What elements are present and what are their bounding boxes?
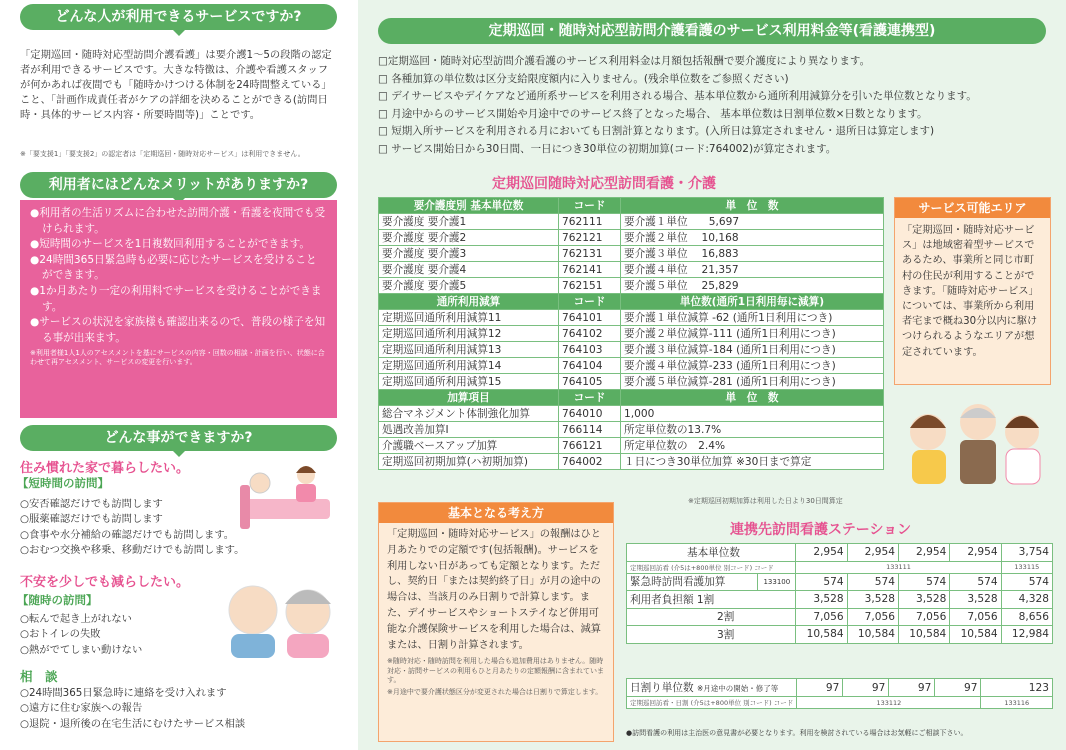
daily-units-table <box>626 678 1053 709</box>
units-table-title: 定期巡回随時対応型訪問看護・介護 <box>492 176 716 192</box>
table-cell: 97 <box>935 679 981 697</box>
check-item: □定期巡回・随時対応型訪問介護看護のサービス利用料金は月額包括報酬で要介護度により異なります。 <box>378 55 871 67</box>
list-item: ○食事や水分補給の確認だけでも訪問します。 <box>20 528 235 541</box>
table-header: 単 位 数 <box>621 198 884 214</box>
list-item: ○おトイレの失敗 <box>20 628 101 641</box>
section-heading-what: どんな事ができますか? <box>20 425 337 451</box>
table-cell: 定期巡回通所利用減算15 <box>379 374 559 390</box>
nursing-station-title: 連携先訪問看護ステーション <box>730 522 912 538</box>
table-cell: 要介護２単位 10,168 <box>621 230 884 246</box>
list-item: ○退院・退所後の在宅生活にむけたサービス相談 <box>20 717 246 730</box>
table-row <box>379 262 884 278</box>
merit-note: ※利用者様1人1人のアセスメントを基にサービスの内容・回数の相談・計画を行い、状態に合わせて再アセスメント、サービスの変更を行います。 <box>30 349 325 367</box>
table-cell: 要介護度 要介護1 <box>379 214 559 230</box>
table-cell: 利用者負担額 1割 <box>627 591 796 609</box>
table-header: 通所利用減算 <box>379 294 559 310</box>
table-cell: 要介護４単位減算-233 (通所1日利用につき) <box>621 358 884 374</box>
list-item: ○おむつ交換や移乗、移動だけでも訪問します。 <box>20 544 245 557</box>
table-cell: 要介護５単位減算-281 (通所1日利用につき) <box>621 374 884 390</box>
table-cell: 762121 <box>559 230 621 246</box>
table-cell: 133115 <box>1001 561 1052 573</box>
scene-anxiety-title: 不安を少しでも減らしたい。 <box>20 575 190 590</box>
table-row <box>379 278 884 294</box>
units-table-note: ※定期巡回初期加算は利用した日より30日間算定 <box>688 497 843 505</box>
list-item: ○24時間365日緊急時に連絡を受け入れます <box>20 687 227 699</box>
service-area-box <box>894 197 1051 385</box>
table-row <box>379 374 884 390</box>
table-cell: 要介護度 要介護5 <box>379 278 559 294</box>
table-row <box>379 358 884 374</box>
table-cell: 要介護１単位 5,697 <box>621 214 884 230</box>
table-cell: 要介護１単位減算 -62 (通所1日利用につき) <box>621 310 884 326</box>
table-cell: 97 <box>889 679 935 697</box>
daily-units-label: 日割り単位数 <box>630 682 694 694</box>
list-item: ○服薬確認だけでも訪問します <box>20 513 163 526</box>
table-cell: 介護職ベースアップ加算 <box>379 438 559 454</box>
scene-home-sub: 【短時間の訪問】 <box>17 476 109 490</box>
table-cell: 定期巡回通所利用減算11 <box>379 310 559 326</box>
list-item: ○安否確認だけでも訪問します <box>20 498 163 510</box>
merit-item: ●1か月あたり一定の利用料でサービスを受けることができます。 <box>30 284 322 313</box>
elderly-couple-illustration <box>213 578 343 660</box>
table-cell: 574 <box>847 573 898 591</box>
merit-item: ●24時間365日緊急時も必要に応じたサービスを受けることができます。 <box>30 253 317 282</box>
table-cell <box>627 679 797 697</box>
table-cell: 10,584 <box>796 626 847 644</box>
table-cell: 764103 <box>559 342 621 358</box>
check-item: □ 月途中からのサービス開始や月途中でのサービス終了となった場合、 基本単位数は日割単位数×日数となります。 <box>378 107 928 120</box>
table-row <box>379 310 884 326</box>
service-area-body: 「定期巡回・随時対応サービス」は地域密着型サービスであるため、事業所と同じ市町村の住民が利用することができます。「随時対応サービス」については、事業所から利用者宅まで概ね30分以内に駆けつけられるようなエリアが想定されています。 <box>902 225 1039 358</box>
table-cell: 2,954 <box>950 544 1001 562</box>
right-panel <box>358 0 1066 750</box>
scene-anxiety-list <box>20 612 142 658</box>
table-cell: １日につき30単位加算 ※30日まで算定 <box>621 454 884 470</box>
caregivers-illustration <box>898 388 1050 488</box>
table-cell: 10,584 <box>847 626 898 644</box>
list-item: ○転んで起き上がれない <box>20 613 132 625</box>
merit-item: ●利用者の生活リズムに合わせた訪問介護・看護を夜間でも受けられます。 <box>30 207 326 235</box>
table-row <box>627 573 1053 591</box>
table-row <box>627 561 1053 573</box>
table-cell: 764010 <box>559 406 621 422</box>
table-row <box>627 591 1053 609</box>
table-cell: 7,056 <box>796 608 847 626</box>
table-cell: 10,584 <box>950 626 1001 644</box>
basic-concept-body: 「定期巡回・随時対応サービス」の報酬はひと月あたりでの定額です(包括報酬)。サービスを利用しない日があっても定額となります。ただし、契約日「または契約終了日」が月の途中の場合は、当該月のみ日割りで計算します。また、デイサービスやショートステイなど併用可能な介護保険サービスを利用した場合は、減算または、日割り計算されます。 <box>387 529 601 651</box>
table-row <box>627 626 1053 644</box>
table-row <box>627 544 1053 562</box>
table-header: コード <box>559 198 621 214</box>
table-cell: 要介護３単位 16,883 <box>621 246 884 262</box>
table-cell: 133111 <box>796 561 1001 573</box>
scene-home-title: 住み慣れた家で暮らしたい。 <box>20 461 190 476</box>
table-cell: 3,528 <box>950 591 1001 609</box>
table-header: 単位数(通所1日利用毎に減算) <box>621 294 884 310</box>
table-cell: 7,056 <box>847 608 898 626</box>
table-cell: 766121 <box>559 438 621 454</box>
table-cell: 定期巡回通所利用減算14 <box>379 358 559 374</box>
table-cell: 3,528 <box>796 591 847 609</box>
table-row <box>379 230 884 246</box>
scene-consult-title: 相 談 <box>20 669 58 684</box>
table-row <box>627 608 1053 626</box>
table-row <box>627 697 1053 709</box>
table-header: 加算項目 <box>379 390 559 406</box>
units-table <box>378 197 884 470</box>
scene-anxiety-sub: 【随時の訪問】 <box>17 593 98 607</box>
table-header: コード <box>559 294 621 310</box>
nursing-table <box>626 543 1053 644</box>
table-header: コード <box>559 390 621 406</box>
scene-home-list <box>20 497 244 559</box>
table-cell: 定期巡回通所利用減算12 <box>379 326 559 342</box>
table-cell: 764105 <box>559 374 621 390</box>
table-cell: 2,954 <box>898 544 949 562</box>
table-cell: 要介護４単位 21,357 <box>621 262 884 278</box>
table-cell: 3,528 <box>898 591 949 609</box>
check-item: □ デイサービスやデイケアなど通所系サービスを利用される場合、基本単位数から通所利用減算分を引いた単位数となります。 <box>378 90 977 103</box>
list-item: ○遠方に住む家族への報告 <box>20 702 143 715</box>
table-cell: 定期巡回訪看・日割 (介5は+800単位 別コード) コード <box>627 697 797 709</box>
check-item: □ 短期入所サービスを利用される月においても日割計算となります。(入所日は算定されません・退所日は算定します) <box>378 125 935 138</box>
who-paragraph: 「定期巡回・随時対応型訪問介護看護」は要介護1〜5の段階の認定者が利用できるサービスです。大きな特徴は、介護や看護スタッフが何かあれば夜間でも「随時かけつける体制を24時間整えている」こと、「計画作成責任者がケアの詳細を決めることができる(訪問日時・具体的サービス内容・所要時間等)」ことです。 <box>20 49 332 121</box>
table-cell: 定期巡回初期加算(ハ初期加算) <box>379 454 559 470</box>
table-cell: 要介護度 要介護2 <box>379 230 559 246</box>
table-row <box>627 679 1053 697</box>
table-row <box>379 342 884 358</box>
table-cell: 574 <box>950 573 1001 591</box>
section-heading-who: どんな人が利用できるサービスですか? <box>20 4 337 30</box>
table-cell: 762111 <box>559 214 621 230</box>
table-cell: 4,328 <box>1001 591 1052 609</box>
fee-checklist <box>378 53 1058 159</box>
table-cell: 10,584 <box>898 626 949 644</box>
table-cell: 所定単位数の13.7% <box>621 422 884 438</box>
table-cell: 762151 <box>559 278 621 294</box>
table-cell: 3,754 <box>1001 544 1052 562</box>
table-cell: 762131 <box>559 246 621 262</box>
scene-consult-list <box>20 686 245 732</box>
basic-concept-note: ※月途中で要介護状態区分が変更された場合は日割りで算定します。 <box>387 688 603 697</box>
daily-units-sublabel: ※月途中の開始・修了等 <box>696 684 779 693</box>
table-cell: 要介護２単位減算-111 (通所1日利用につき) <box>621 326 884 342</box>
table-cell: 574 <box>898 573 949 591</box>
merit-item: ●短時間のサービスを1日複数回利用することができます。 <box>30 238 310 251</box>
table-cell: 133112 <box>797 697 981 709</box>
table-cell: 8,656 <box>1001 608 1052 626</box>
table-cell: 764102 <box>559 326 621 342</box>
table-cell: 2,954 <box>796 544 847 562</box>
table-row <box>379 246 884 262</box>
table-cell: 764101 <box>559 310 621 326</box>
table-cell: 処遇改善加算Ⅰ <box>379 422 559 438</box>
fee-title: 定期巡回・随時対応型訪問介護看護のサービス利用料金等(看護連携型) <box>378 18 1046 44</box>
table-cell: 総合マネジメント体制強化加算 <box>379 406 559 422</box>
table-row <box>379 422 884 438</box>
service-area-title: サービス可能エリア <box>895 198 1050 218</box>
table-row <box>379 214 884 230</box>
table-cell: 要介護度 要介護4 <box>379 262 559 278</box>
table-row <box>379 438 884 454</box>
check-item: □ 各種加算の単位数は区分支給限度額内に入りません。(残余単位数をご参照ください) <box>378 72 789 85</box>
footer-note: ●訪問看護の利用は主治医の意見書が必要となります。利用を検討されている場合はお気軽にご相談下さい。 <box>626 729 968 737</box>
table-cell: 緊急時訪問看護加算 <box>627 573 758 591</box>
table-cell: 定期巡回通所利用減算13 <box>379 342 559 358</box>
table-cell: 574 <box>796 573 847 591</box>
table-cell: 764104 <box>559 358 621 374</box>
basic-concept-title: 基本となる考え方 <box>379 503 613 523</box>
section-heading-merit: 利用者にはどんなメリットがありますか? <box>20 172 337 198</box>
care-bed-illustration <box>238 455 338 535</box>
table-cell: 762141 <box>559 262 621 278</box>
table-cell: 1,000 <box>621 406 884 422</box>
basic-concept-box <box>378 502 614 742</box>
table-cell: 133116 <box>981 697 1053 709</box>
table-cell: 2割 <box>627 608 796 626</box>
table-cell: 7,056 <box>950 608 1001 626</box>
table-cell: 2,954 <box>847 544 898 562</box>
table-cell: 3,528 <box>847 591 898 609</box>
basic-concept-note: ※随時対応・随時訪問を利用した場合も追加費用はありません。随時対応・訪問サービスの利用もひと月あたりの定額報酬に含まれています。 <box>387 657 604 684</box>
table-row <box>379 406 884 422</box>
check-item: □ サービス開始日から30日間、一日につき30単位の初期加算(コード:764002)が算定されます。 <box>378 142 837 155</box>
table-cell: 574 <box>1001 573 1052 591</box>
table-cell: 133100 <box>758 573 796 591</box>
table-cell: 要介護度 要介護3 <box>379 246 559 262</box>
left-panel <box>0 0 355 750</box>
table-row <box>379 454 884 470</box>
table-cell: 12,984 <box>1001 626 1052 644</box>
table-cell: 3割 <box>627 626 796 644</box>
table-header: 要介護度別 基本単位数 <box>379 198 559 214</box>
table-cell: 所定単位数の 2.4% <box>621 438 884 454</box>
table-cell: 要介護３単位減算-184 (通所1日利用につき) <box>621 342 884 358</box>
table-cell: 定期巡回訪看 (介5は+800単位 別コード) コード <box>627 561 796 573</box>
table-cell: 764002 <box>559 454 621 470</box>
merit-box <box>20 200 337 418</box>
who-note: ※「要支援1」「要支援2」の認定者は「定期巡回・随時対応サービス」は利用できません。 <box>20 150 305 158</box>
table-cell: 7,056 <box>898 608 949 626</box>
table-cell: 要介護５単位 25,829 <box>621 278 884 294</box>
table-cell: 97 <box>843 679 889 697</box>
table-cell: 97 <box>797 679 843 697</box>
table-header: 単 位 数 <box>621 390 884 406</box>
table-cell: 766114 <box>559 422 621 438</box>
table-cell: 123 <box>981 679 1053 697</box>
merit-item: ●サービスの状況を家族様も確認出来るので、普段の様子を知る事が出来ます。 <box>30 316 326 344</box>
table-row <box>379 326 884 342</box>
table-cell: 基本単位数 <box>627 544 796 562</box>
list-item: ○熱がでてしまい動けない <box>20 643 143 656</box>
